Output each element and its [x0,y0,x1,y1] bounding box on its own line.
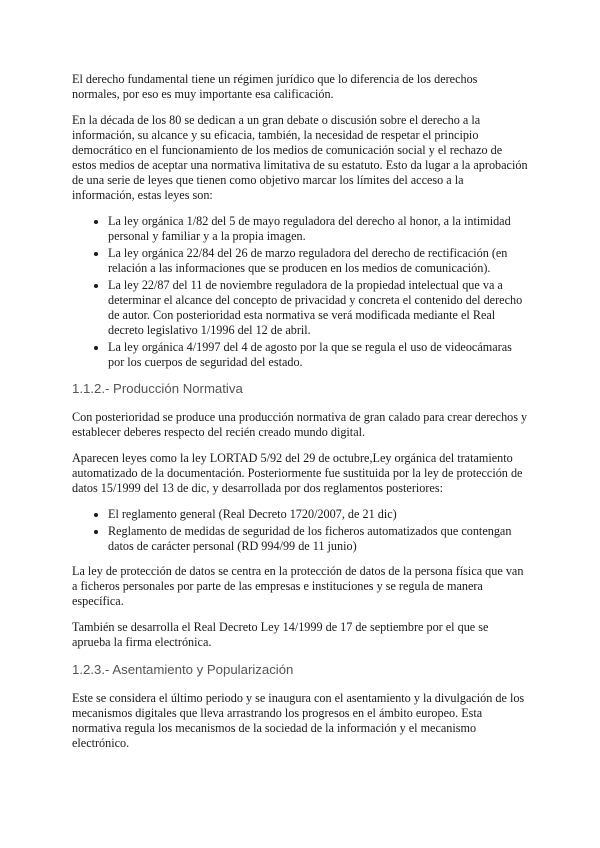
list-item: • El reglamento general (Real Decreto 1720/2007, de 21 dic) [108,507,528,522]
paragraph-last-period: Este se considera el último periodo y se inaugura con el asentamiento y la divulgación de los mecanismos digitales que lleva arrastrando los progresos en el ámbito europeo. Esta normativa regula los mecanismos de la sociedad de la información y el mecanismo electrónico. [72,691,525,750]
paragraph-lortad: Aparecen leyes como la ley LORTAD 5/92 del 29 de octubre,Ley orgánica del tratamiento automatizado de la documentación. Posteriormente fue sustituida por la ley de protección de datos 15/1999 del 13 de dic, y desarrollada por dos reglamentos posteriores: [72,451,523,495]
paragraph-digital-world: Con posterioridad se produce una producción normativa de gran calado para crear derechos y establecer deberes respecto del recién creado mundo digital. [72,410,528,439]
paragraph-electronic-signature: También se desarrolla el Real Decreto Ley 14/1999 de 17 de septiembre por el que se aprueba la firma electrónica. [72,620,489,649]
section-heading-asentamiento: 1.2.3.- Asentamiento y Popularización [72,662,294,677]
section-heading-produccion-normativa: 1.1.2.- Producción Normativa [72,381,243,396]
list-item: • Reglamento de medidas de seguridad de los ficheros automatizados que contengan datos de carácter personal (RD 994/99 de 11 junio) [108,524,528,554]
paragraph-fundamental-right: El derecho fundamental tiene un régimen jurídico que lo diferencia de los derechos normales, por eso es muy importante esa calificación. [72,72,478,101]
paragraph-data-protection: La ley de protección de datos se centra en la protección de datos de la persona física que van a ficheros personales por parte de las empresas e instituciones y se regula de manera específica. [72,564,524,608]
list-item: • La ley orgánica 1/82 del 5 de mayo reguladora del derecho al honor, a la intimidad personal y familiar y a la propia imagen. [108,214,528,244]
list-item: • La ley orgánica 4/1997 del 4 de agosto por la que se regula el uso de videocámaras por los cuerpos de seguridad del estado. [108,340,528,370]
list-item: • La ley 22/87 del 11 de noviembre reguladora de la propiedad intelectual que va a determinar el alcance del concepto de privacidad y concreta el contenido del derecho de autor. Con posterioridad esta normativa se verá modificada mediante el Real decreto legislativo 1/1996 del 12 de abril. [108,278,528,338]
list-item: • La ley orgánica 22/84 del 26 de marzo reguladora del derecho de rectificación (en relación a las informaciones que se producen en los medios de comunicación). [108,246,528,276]
laws-list [72,214,528,370]
document-page [72,72,528,762]
regulations-list [72,507,528,554]
paragraph-80s-debate: En la década de los 80 se dedican a un gran debate o discusión sobre el derecho a la información, su alcance y su eficacia, también, la necesidad de respetar el principio democrático en el funcionamiento de los medios de comunicación social y el rechazo de estos medios de aceptar una normativa limitativa de su estatuto. Esto da lugar a la aprobación de una serie de leyes que tienen como objetivo marcar los límites del acceso a la información, estas leyes son: [72,113,528,202]
